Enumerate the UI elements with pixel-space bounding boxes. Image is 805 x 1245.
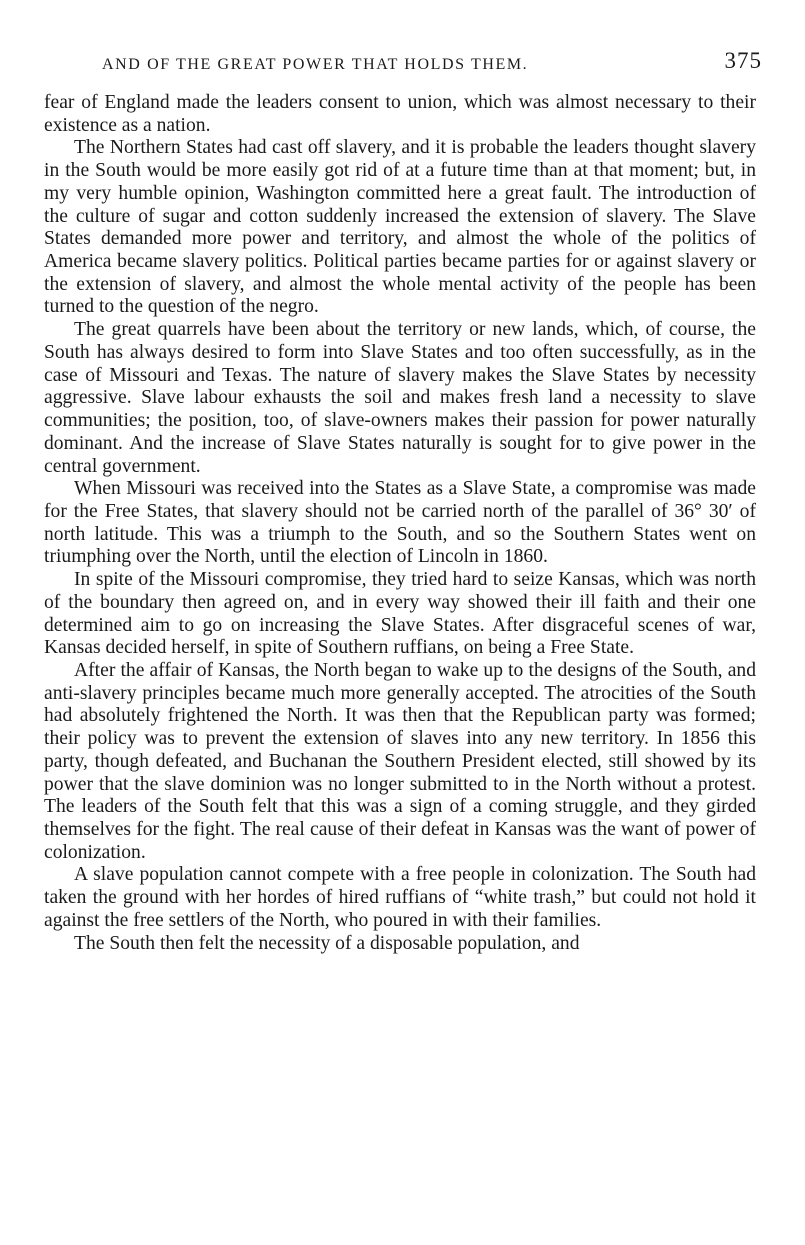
paragraph-8: The South then felt the necessity of a disposable population, and xyxy=(74,932,580,954)
book-page xyxy=(44,0,762,1245)
paragraph-6: After the affair of Kansas, the North began to wake up to the designs of the South, and anti-slavery principles became much more generally accepted. The atrocities of the South had absolutely frightened the North. It was then that the Republican party was formed; their policy was to prevent the extension of slaves into any new territory. In 1856 this party, though defeated, and Buchanan the Southern President elected, still showed by its power that the slave dominion was no longer submitted to in the North without a protest. The leaders of the South felt that this was a sign of a coming struggle, and they girded themselves for the fight. The real cause of their defeat in Kansas was the want of power of colonization. xyxy=(44,659,756,863)
paragraph-4: When Missouri was received into the States as a Slave State, a compromise was made for the Free States, that slavery should not be carried north of the parallel of 36° 30′ of north latitude. This was a triumph to the South, and so the Southern States went on triumphing over the North, until the election of Lincoln in 1860. xyxy=(44,478,756,568)
body-text xyxy=(44,92,756,955)
paragraph-5: In spite of the Missouri compromise, they tried hard to seize Kansas, which was north of the boundary then agreed on, and in every way showed their ill faith and their one determined aim to go on increasing the Slave States. After disgraceful scenes of war, Kansas decided herself, in spite of Southern ruffians, on being a Free State. xyxy=(44,569,756,659)
running-head: AND OF THE GREAT POWER THAT HOLDS THEM. xyxy=(102,56,529,73)
paragraph-3: The great quarrels have been about the territory or new lands, which, of course, the South has always desired to form into Slave States and too often successfully, as in the case of Missouri and Texas. The nature of slavery makes the Slave States by necessity aggressive. Slave labour exhausts the soil and makes fresh land a necessity to slave communities; the position, too, of slave-owners makes their passion for power naturally dominant. And the increase of Slave States naturally is sought for to give power in the central government. xyxy=(44,319,756,477)
page-number: 375 xyxy=(724,48,762,73)
page-header xyxy=(44,42,762,82)
paragraph-1: fear of England made the leaders consent to union, which was almost necessary to their existence as a nation. xyxy=(44,92,756,136)
paragraph-7: A slave population cannot compete with a free people in colonization. The South had taken the ground with her hordes of hired ruffians of “white trash,” but could not hold it against the free settlers of the North, who poured in with their families. xyxy=(44,864,756,931)
paragraph-2: The Northern States had cast off slavery, and it is probable the leaders thought slavery in the South would be more easily got rid of at a future time than at that moment; but, in my very humble opinion, Washington committed here a great fault. The introduction of the culture of sugar and cotton suddenly increased the extension of slavery. The Slave States demanded more power and territory, and almost the whole of the politics of America became slavery politics. Political parties became parties for or against slavery or the extension of slavery, and almost the whole mental activity of the people has been turned to the question of the negro. xyxy=(44,137,756,318)
